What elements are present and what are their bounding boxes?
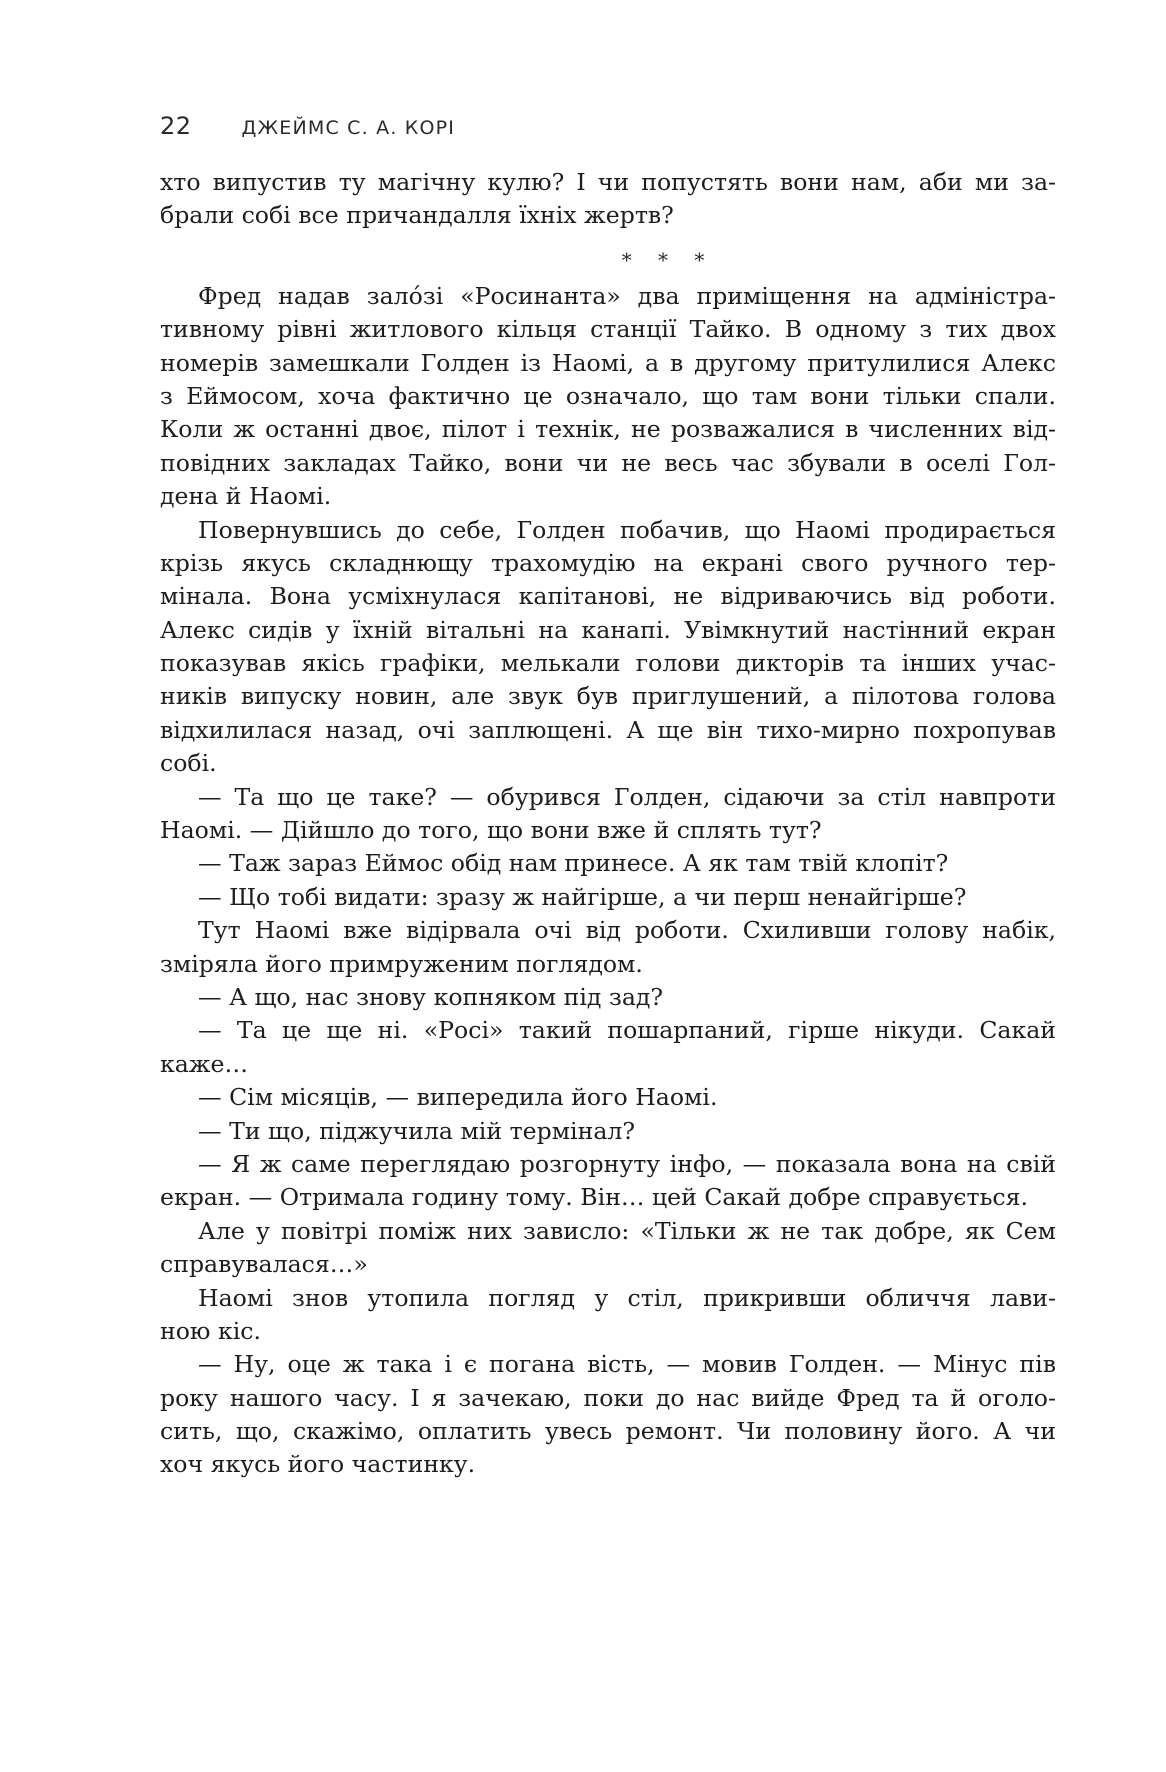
text-line: — Ти що, піджучила мій термінал? xyxy=(198,1116,636,1145)
text-line: дена й Наомі. xyxy=(160,482,332,511)
text-line: Коли ж останні двоє, пілот і технік, не розважалися в численних від- xyxy=(160,415,1056,444)
text-line: екран. — Отримала годину тому. Він… цей Сакай добре справується. xyxy=(160,1183,1029,1212)
page-number: 22 xyxy=(160,112,192,140)
text-line: Алекс сидів у їхній вітальні на канапі. Увімкнутий настінний екран xyxy=(160,615,1056,644)
text-line: — Сім місяців, — випередила його Наомі. xyxy=(198,1083,718,1112)
text-line: Наомі. — Дійшло до того, що вони вже й сплять тут? xyxy=(160,816,822,845)
text-line: — Що тобі видати: зразу ж найгірше, а чи перш ненайгірше? xyxy=(198,882,967,911)
text-line: брали собі все причандалля їхніх жертв? xyxy=(160,201,674,230)
text-line: ною кіс. xyxy=(160,1316,261,1345)
text-line: повідних закладах Тайко, вони чи не весь час збували в оселі Гол- xyxy=(160,448,1056,477)
text-line: Але у повітрі поміж них зависло: «Тільки ж не так добре, як Сем xyxy=(198,1216,1056,1245)
text-line: Наомі знов утопила погляд у стіл, прикривши обличчя лави- xyxy=(198,1283,1056,1312)
section-break: * * * xyxy=(621,247,715,272)
text-line: тивному рівні житлового кільця станції Тайко. В одному з тих двох xyxy=(160,315,1056,344)
text-line: зміряла його примруженим поглядом. xyxy=(160,949,643,978)
text-line: показував якісь графіки, мелькали голови дикторів та інших учас- xyxy=(160,649,1056,678)
text-line: з Еймосом, хоча фактично це означало, що там вони тільки спали. xyxy=(160,381,1056,410)
text-line: — Ну, оце ж така і є погана вість, — мовив Голден. — Мінус пів xyxy=(198,1350,1056,1379)
text-line: — Таж зараз Еймос обід нам принесе. А як там твій клопіт? xyxy=(198,849,949,878)
text-line: сить, що, скажімо, оплатить увесь ремонт. Чи половину його. А чи xyxy=(160,1417,1056,1446)
text-line: ників випуску новин, але звук був приглушений, а пілотова голова xyxy=(160,682,1056,711)
running-head xyxy=(160,112,455,152)
text-line: собі. xyxy=(160,749,217,778)
author-name: ДЖЕЙМС С. А. КОРІ xyxy=(241,117,456,139)
text-line: номерів замешкали Голден із Наомі, а в другому притулилися Алекс xyxy=(160,348,1056,377)
text-line: справувалася…» xyxy=(160,1250,368,1279)
text-line: хоч якусь його частинку. xyxy=(160,1450,476,1479)
text-line: відхилилася назад, очі заплющені. А ще він тихо-мирно похропував xyxy=(160,715,1056,744)
text-line: — Я ж саме переглядаю розгорнуту інфо, — показала вона на свій xyxy=(198,1149,1056,1178)
text-line: каже… xyxy=(160,1049,249,1078)
text-line: — Та це ще ні. «Росі» такий пошарпаний, гірше нікуди. Сакай xyxy=(198,1016,1056,1045)
text-line: — А що, нас знову копняком під зад? xyxy=(198,982,664,1011)
text-line: мінала. Вона усміхнулася капітанові, не відриваючись від роботи. xyxy=(160,582,1056,611)
text-line: Фред надав залóзі «Росинанта» два приміщення на адміністра- xyxy=(198,281,1056,310)
text-line: Тут Наомі вже відірвала очі від роботи. Схиливши голову набік, xyxy=(198,916,1056,945)
text-line: крізь якусь складнющу трахомудію на екрані свого ручного тер- xyxy=(160,548,1056,577)
text-line: — Та що це таке? — обурився Голден, сідаючи за стіл навпроти xyxy=(198,782,1056,811)
body-text xyxy=(160,166,1056,1482)
text-line: Повернувшись до себе, Голден побачив, що Наомі продирається xyxy=(198,515,1056,544)
text-line: хто випустив ту магічну кулю? І чи попустять вони нам, аби ми за- xyxy=(160,168,1056,196)
text-line: року нашого часу. І я зачекаю, поки до нас вийде Фред та й оголо- xyxy=(160,1383,1056,1412)
